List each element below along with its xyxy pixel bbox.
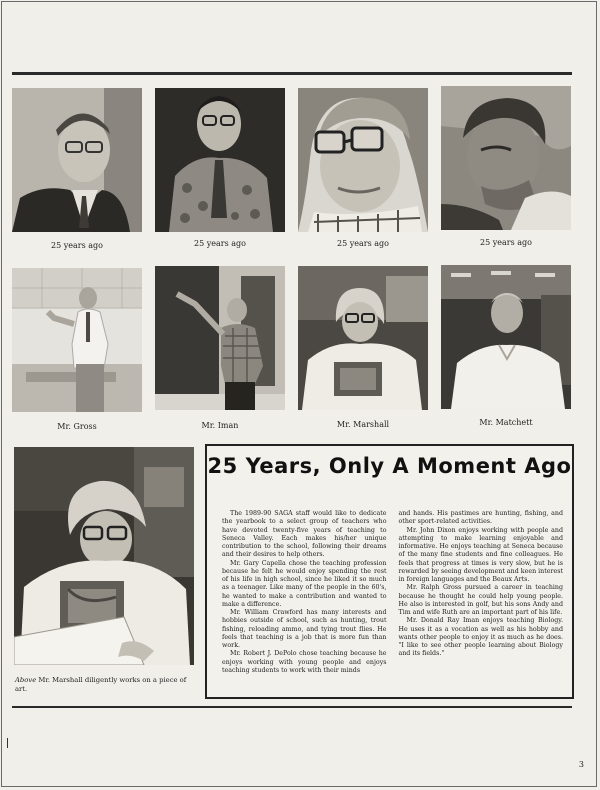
photo-mr-marshall-working-on-art [14,447,194,665]
story-paragraph: Mr. John Dixon enjoys working with people and attempting to make learning enjoyable and informative. He enjoys teaching at Seneca because of the many fine students and fine colleagues. He feels that progress at times is very slow, but he is rewarded by seeing development and keen interest in foreign languages and the Beaux Arts. [398,526,563,583]
story-title: 25 Years, Only A Moment Ago [207,454,572,478]
caption-lead: Above [15,676,37,684]
story-paragraph: Mr. Robert J. DePolo chose teaching because he enjoys working with young people and enjoys teaching students to work with their minds [222,650,387,674]
story-column-1 [222,510,387,694]
photo-caption-above [15,676,195,694]
page-number: 3 [578,760,584,769]
photo-teacher-3-25-years-ago [298,88,428,232]
caption-text: Mr. Marshall diligently works on a piece of art. [15,676,187,693]
photo-teacher-4-25-years-ago [441,86,571,230]
photo-mr-gross [12,268,142,412]
story-column-2 [399,510,564,694]
story-paragraph: and hands. His pastimes are hunting, fishing, and other sport-related activities. [398,510,563,526]
caption-row1-4: 25 years ago [480,238,532,247]
photo-mr-matchett [441,265,571,409]
dedication-story-box [205,444,574,699]
photo-mr-marshall [298,266,428,410]
top-rule [12,72,572,75]
caption-mr-iman: Mr. Iman [201,421,239,430]
caption-row1-1: 25 years ago [51,241,103,250]
caption-row1-3: 25 years ago [337,239,389,248]
caption-row1-2: 25 years ago [194,239,246,248]
story-columns [222,510,563,694]
story-paragraph: Mr. William Crawford has many interests and hobbies outside of school, such as hunting, trout fishing, reloading ammo, and tying trout flies. He feels that teaching is a job that is more fun than work. [222,609,387,649]
story-paragraph: Mr. Donald Ray Iman enjoys teaching Biology. He uses it as a vocation as well as his hobby and wants other people to enjoy it as much as he does. "I like to see other people learning about Biology and its fields." [398,617,563,658]
caption-mr-gross: Mr. Gross [57,422,97,431]
bottom-rule [12,706,572,708]
caption-mr-matchett: Mr. Matchett [479,418,533,427]
photo-mr-iman [155,266,285,410]
photo-teacher-2-25-years-ago [155,88,285,232]
story-paragraph: Mr. Ralph Gross pursued a career in teaching because he thought he could help young people. He also is interested in golf, but his sons Andy and Tim and wife Ruth are an important part of his life. [398,584,563,616]
story-paragraph: Mr. Gary Capella chose the teaching profession because he felt he would enjoy spending the rest of his life in high school, since he liked it so much as a teenager. Like many of the people in the 60's, he wanted to make a contribution and wanted to make a difference. [222,559,387,608]
edge-mark [7,738,8,748]
story-paragraph: The 1989-90 SAGA staff would like to dedicate the yearbook to a select group of teachers who have devoted twenty-five years of teaching to Seneca Valley. Each makes his/her unique contribution to the school, following their dreams and their desires to help others. [222,510,387,559]
caption-mr-marshall: Mr. Marshall [336,420,390,429]
photo-teacher-1-25-years-ago [12,88,142,232]
